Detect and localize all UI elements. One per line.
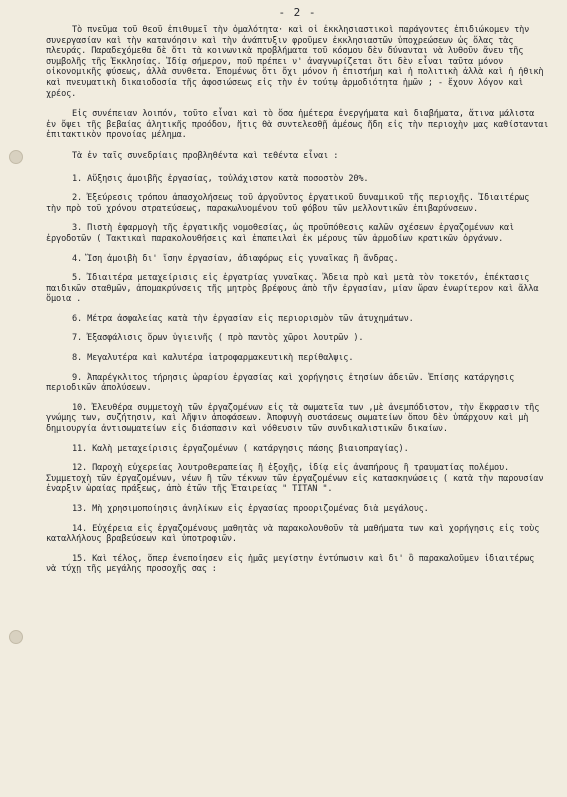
page-number: - 2 -: [278, 6, 317, 19]
list-item: 15. Καὶ τέλος, ὅπερ ἐνεποίησεν εἰς ἡμᾶς μεγίστην ἐντύπωσιν καὶ δι' ὃ παρακαλοῦμεν ἰδιαιτέρως νὰ τύχῃ τῆς μεγάλης προσοχῆς σας :: [46, 553, 535, 575]
punch-hole: [9, 150, 23, 164]
list-item: 7. Ἐξασφάλισις ὅρων ὑγιεινῆς ( πρὸ παντὸς χῶροι λουτρῶν ).: [72, 333, 364, 344]
punch-hole: [9, 630, 23, 644]
list-item: 3. Πιστὴ ἐφαρμογὴ τῆς ἐργατικῆς νομοθεσίας, ὡς προϋπόθεσις καλῶν σχέσεων ἐργαζομένων καὶ ἐργοδοτῶν ( Τακτικαὶ παρακολουθήσεις καὶ ἐπαπειλαὶ ἐκ μέρους τῶν ἁρμοδίων κρατικῶν ὀργάνων.: [46, 223, 515, 244]
paragraph-intro: Τὸ πνεῦμα τοῦ θεοῦ ἐπιθυμεῖ τὴν ὁμαλότητα· καὶ οἱ ἐκκλησιαστικοὶ παράγοντες ἐπιδιώκομεν τὴν συνεργασίαν καὶ τὴν κατανόησιν καὶ τὴν ἀνάπτυξιν φροῦμεν ἐκκλησιαστῶν ὑποχρεώσεων ὡς ὅλας τὰς πλευράς. Παραδεχόμεθα δὲ ὅτι τὰ κοινωνικὰ προβλήματα τοῦ κόσμου δὲν δύνανται νὰ λυθοῦν ἄνευ τῆς συμβολῆς τῆς Ἐκκλησίας. Ἰδίᾳ σήμερον, ποῦ πρέπει ν' ἀναγνωρίζεται ὅτι δὲν εἶναι ταῦτα μόνον οἰκονομικῆς φύσεως, ἀλλὰ συνθετα. Ἐπομένως ὅτι ὄχι μόνον ἡ ἐπιστήμη καὶ ἡ πολιτικὴ ἀλλὰ καὶ ἡ ἠθικὴ καὶ πνευματικὴ δικαιοδοσία τῆς ἀφοσιώσεως εἰς τὴν ἐν τούτῳ ἁρμοδιότητα ἡμῶν ; - ἔχουν λόγον καὶ χρέος.: [46, 25, 544, 99]
list-item: 2. Ἐξεύρεσις τρόπου ἀπασχολήσεως τοῦ ἀργοῦντος ἐργατικοῦ δυναμικοῦ τῆς περιοχῆς. Ἰδιαιτέρως τὴν πρὸ τοῦ χρόνου στρατεύσεως, παρακωλυομένου τοῦ φόβου τῶν μελλοντικῶν ἐπιβαρύνσεων.: [46, 193, 530, 214]
list-item: 13. Μὴ χρησιμοποίησις ἀνηλίκων εἰς ἐργασίας προοριζομένας διὰ μεγάλους.: [72, 504, 429, 514]
list-item: 1. Αὔξησις ἀμοιβῆς ἐργασίας, τοὐλάχιστον κατὰ ποσοστὸν 20%.: [72, 173, 369, 184]
list-item: 6. Μέτρα ἀσφαλείας κατὰ τὴν ἐργασίαν εἰς περιορισμὸν τῶν ἀτυχημάτων.: [72, 313, 414, 324]
list-item: 5. Ἰδιαιτέρα μεταχείρισις εἰς ἐργατρίας γυναῖκας. Ἄδεια πρὸ καὶ μετὰ τὸν τοκετόν, ἐπέκτασις παιδικῶν σταθμῶν, ἀπομακρύνσεις τῆς μητρὸς βρέφους ἀπὸ τῆν ἐργασίαν, μίαν ὥραν ἐνωρίτερον καὶ ἄλλα ὅμοια .: [46, 273, 539, 305]
list-item: 11. Καλὴ μεταχείρισις ἐργαζομένων ( κατάργησις πάσης βιαιοπραγίας).: [72, 443, 409, 454]
list-item: 14. Εὐχέρεια εἰς ἐργαζομένους μαθητὰς νὰ παρακολουθοῦν τὰ μαθήματα των καὶ χορήγησις εἰς τοὺς καταλλήλους βραβεύσεων καὶ ὑποτροφιῶν.: [46, 523, 540, 545]
list-heading: Τὰ ἐν ταῖς συνεδρίαις προβληθέντα καὶ τεθέντα εἶναι :: [72, 150, 339, 161]
paragraph-consequence: Εἰς συνέπειαν λοιπόν, τοῦτο εἶναι καὶ τὸ ὅσα ἡμέτερα ἐνεργήματα καὶ διαβήματα, ἅτινα μάλιστα ἐν ὄψει τῆς βεβαίας ἀλητικῆς προόδου, ἥτις θὰ συντελεσθῇ ἀμέσως ἤδη εἰς τὴν περιοχὴν μας καθίστανται ἐπιτακτικὸν προνοίας μέλημα.: [46, 109, 549, 141]
list-item: 8. Μεγαλυτέρα καὶ καλυτέρα ἰατροφαρμακευτικὴ περίθαλψις.: [72, 353, 354, 364]
list-item: 4. Ἴση ἀμοιβὴ δι' ἴσην ἐργασίαν, ἀδιαφόρως εἰς γυναῖκας ἢ ἄνδρας.: [72, 253, 399, 264]
list-item: 10. Ἐλευθέρα συμμετοχὴ τῶν ἐργαζομένων εἰς τὰ σωματεῖα των ,μὲ ἀνεμπόδιστον, τὴν ἔκφρασιν τῆς γνώμης των, συζήτησιν, καὶ λῆψιν ἀποφάσεων. Ἀποφυγὴ συστάσεως σωματείων ὅπου δὲν ὑπάρχουν καὶ μὴ δημιουργία ἀντισωματείων εἰς διάσπασιν καὶ νόθευσιν τῶν συνδικαλιστικῶν δικαίων.: [46, 402, 540, 435]
list-item: 12. Παροχὴ εὐχερείας λουτροθεραπείας ἢ ἐξοχῆς, ἰδίᾳ εἰς ἀναπήρους ἢ τραυματίας πολέμου. Συμμετοχὴ τῶν ἐργαζομένων, νέων ἢ τῶν τέκνων τῶν ἐργαζομένων εἰς κατασκηνώσεις ( κατὰ τὴν παρουσίαν ἐναρξιν ὡραίας πράξεως, ἀπὸ ἐτῶν τῆς Ἑταιρείας " ΤΙΤΑΝ ".: [46, 463, 544, 495]
list-item: 9. Ἀπαρέγκλιτος τήρησις ὡραρίου ἐργασίας καὶ χορήγησις ἐτησίων ἀδειῶν. Ἐπίσης κατάργησις περιοδικῶν ἀπολύσεων.: [46, 372, 515, 394]
